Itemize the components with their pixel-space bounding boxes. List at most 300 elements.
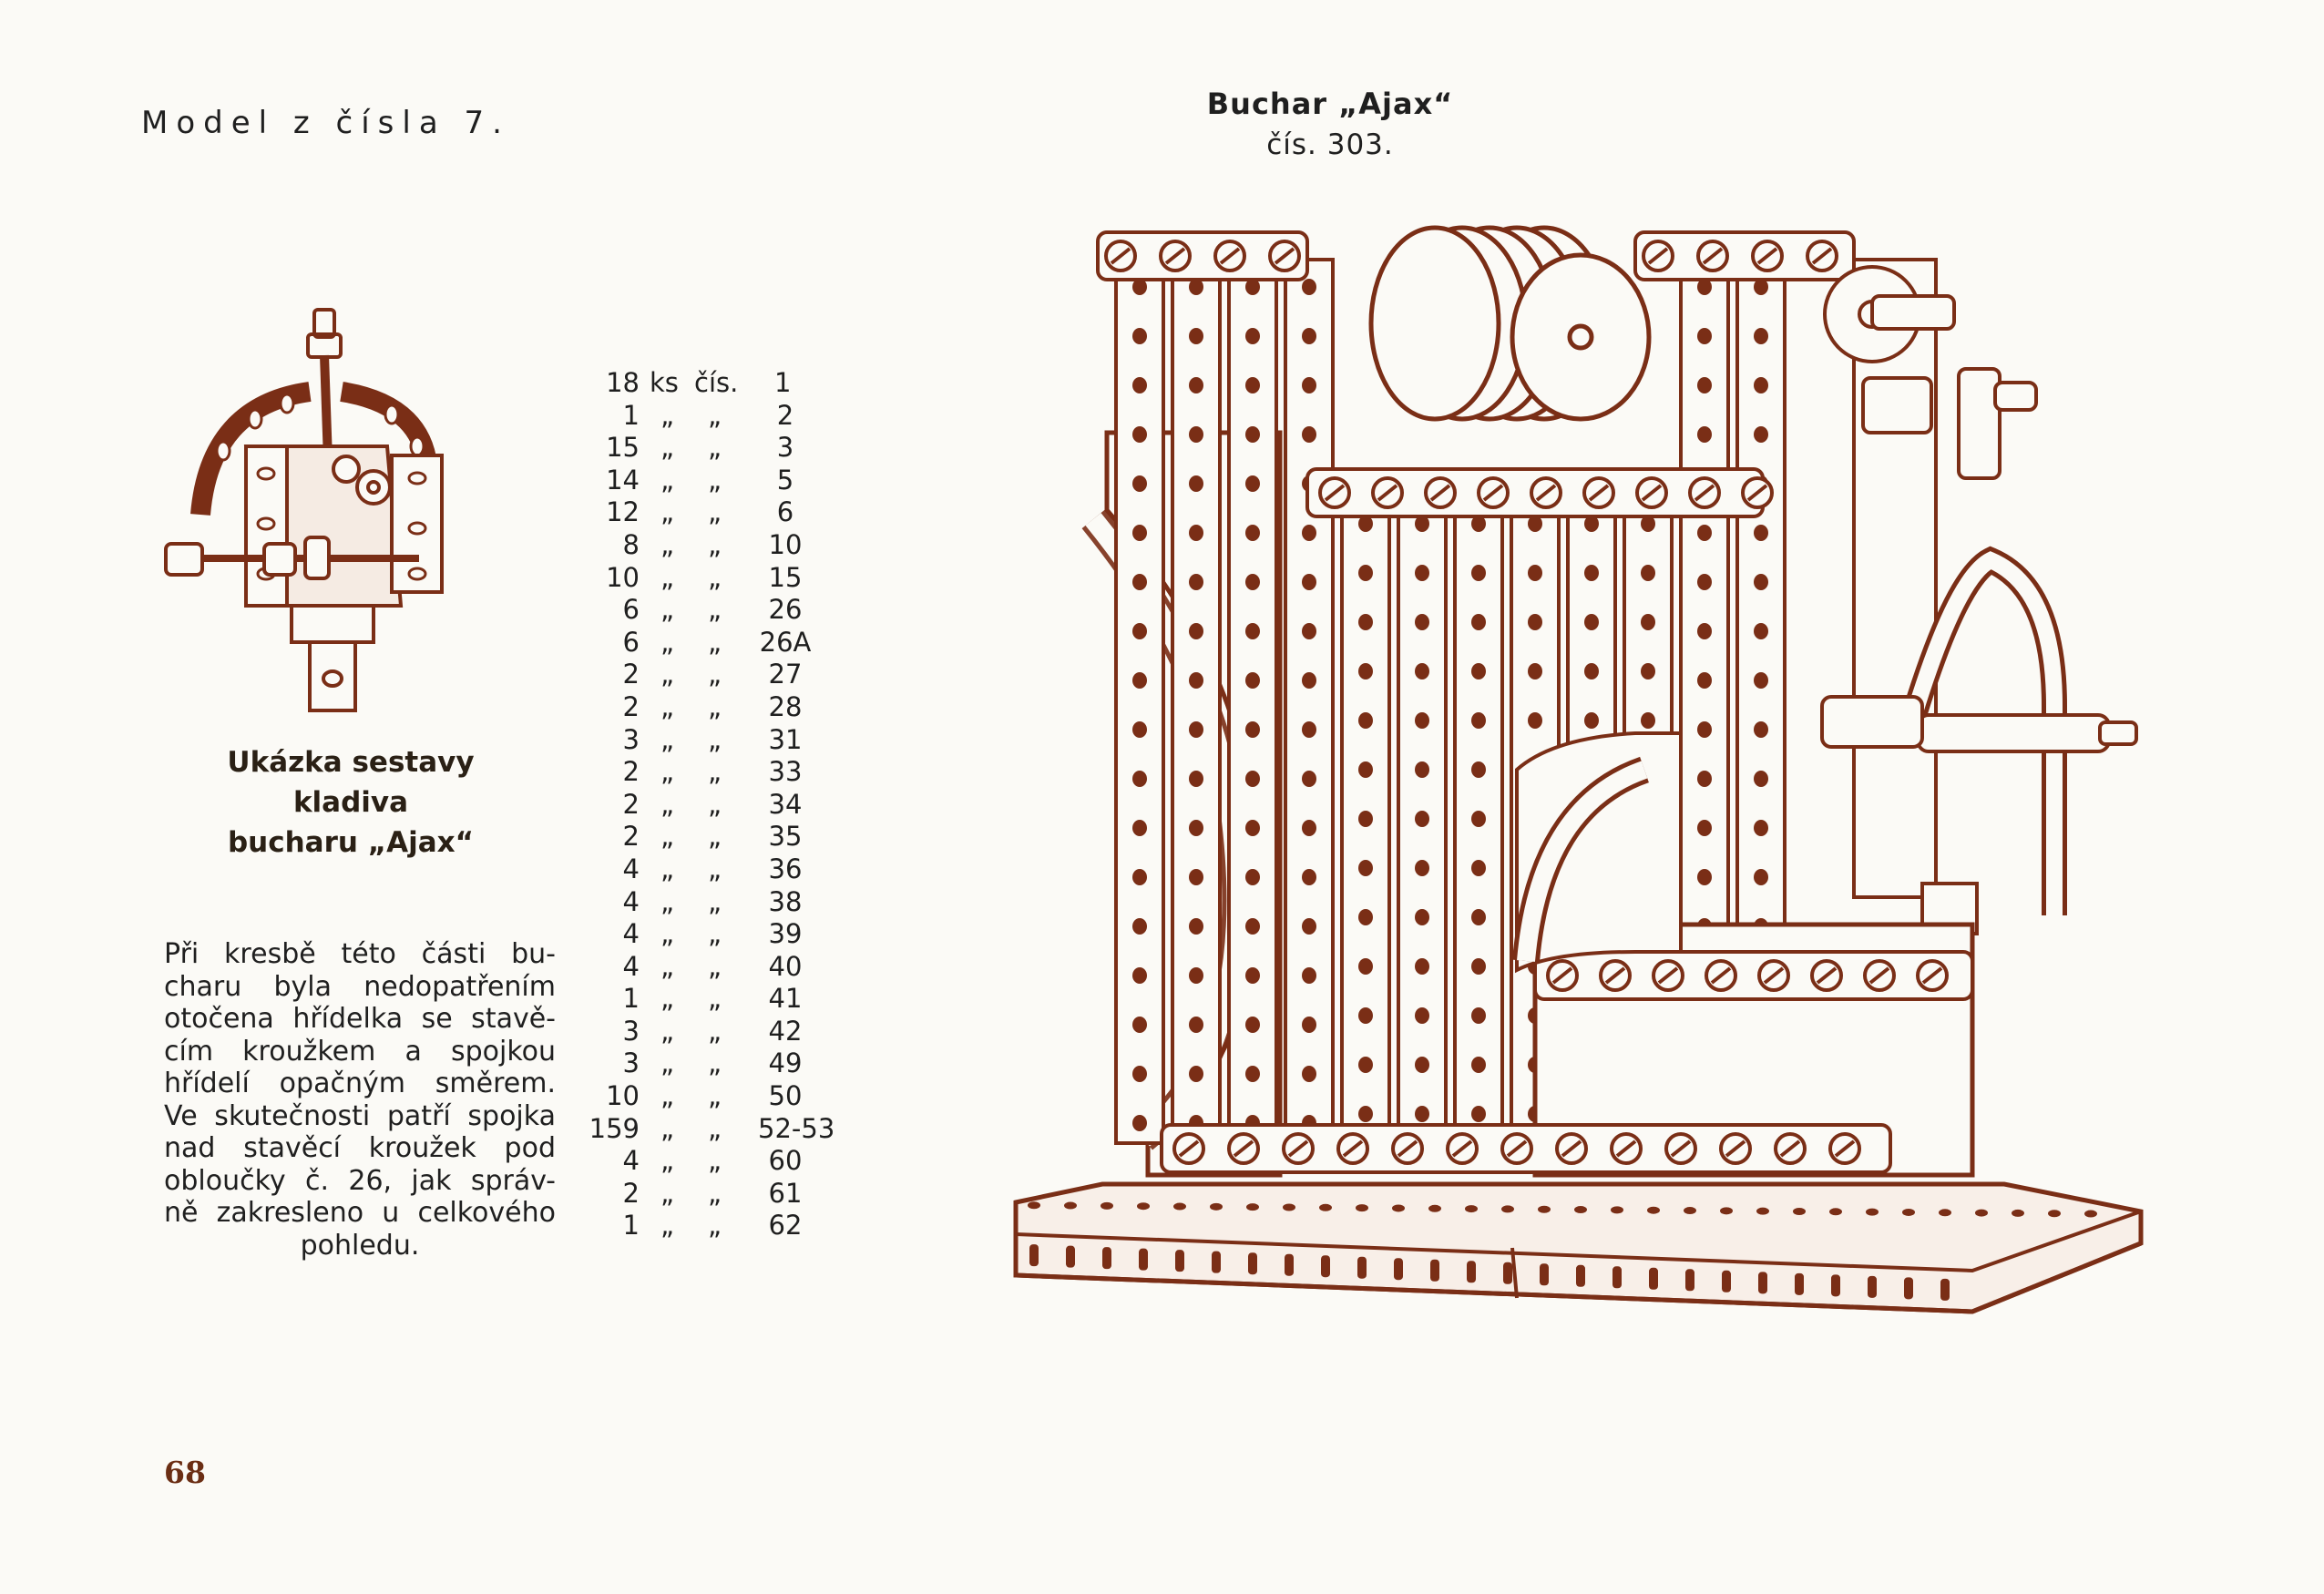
parts-ditto: „ (708, 950, 722, 982)
hole (1358, 860, 1373, 876)
base-slot (1612, 1266, 1622, 1288)
hole (1132, 328, 1147, 344)
hole (1132, 721, 1147, 738)
hole (1471, 1106, 1486, 1122)
hole (1245, 1066, 1260, 1082)
hole (1132, 377, 1147, 393)
parts-ditto: „ (660, 788, 675, 820)
caption-line: Ukázka sestavy kladiva (227, 746, 475, 819)
hole (1132, 918, 1147, 935)
parts-list-row (583, 594, 856, 627)
hole (1132, 967, 1147, 984)
base-hole (1137, 1202, 1150, 1210)
parts-ditto: „ (708, 659, 722, 690)
hole (1245, 426, 1260, 443)
parts-label: čís. (694, 367, 739, 398)
base-hole (1538, 1206, 1551, 1213)
hole (1358, 958, 1373, 975)
hole (1754, 721, 1768, 738)
parts-ditto: „ (660, 1047, 675, 1079)
parts-list-row (583, 918, 856, 951)
parts-ditto: „ (660, 626, 675, 658)
parts-ditto: „ (708, 821, 722, 853)
hole (1528, 614, 1542, 630)
hole (1754, 771, 1768, 787)
hole (1302, 918, 1316, 935)
parts-ditto: „ (660, 1080, 675, 1112)
hole (1641, 614, 1655, 630)
hammer-assembly-drawing (155, 305, 519, 715)
base-hole (1283, 1203, 1295, 1211)
caption-line: bucharu „Ajax“ (227, 826, 475, 859)
note-line: ně zakresleno u celkového (164, 1197, 556, 1229)
hole (1189, 721, 1203, 738)
hole (1415, 909, 1429, 925)
base-hole (1319, 1204, 1332, 1211)
base-slot (1175, 1250, 1184, 1272)
hole (1358, 565, 1373, 581)
parts-ditto: „ (660, 885, 675, 917)
hole (1302, 525, 1316, 541)
base-slot (1139, 1249, 1148, 1271)
parts-number: 27 (768, 659, 803, 690)
parts-ditto: „ (708, 1145, 722, 1177)
hole (1245, 967, 1260, 984)
parts-qty: 6 (622, 626, 640, 658)
parts-ditto: „ (708, 626, 722, 658)
hole (1754, 672, 1768, 689)
parts-ditto: „ (708, 496, 722, 528)
base-hole (1684, 1207, 1696, 1214)
hole (1358, 761, 1373, 778)
parts-ditto: „ (660, 464, 675, 496)
hole (1302, 771, 1316, 787)
hole (1245, 574, 1260, 590)
note-line: Při kresbě této části bu- (164, 938, 556, 970)
hole (1245, 672, 1260, 689)
hole (1415, 811, 1429, 827)
base-hole (2048, 1210, 2061, 1217)
parts-list-row (583, 1178, 856, 1211)
base-slot (1795, 1273, 1804, 1295)
hole (1415, 614, 1429, 630)
parts-number: 50 (768, 1080, 803, 1112)
parts-ditto: „ (708, 594, 722, 626)
parts-list-row (583, 789, 856, 822)
hole (1358, 811, 1373, 827)
parts-ditto: „ (708, 723, 722, 755)
hole (1302, 869, 1316, 885)
parts-qty: 3 (622, 723, 640, 755)
parts-list-row (583, 562, 856, 595)
parts-ditto: „ (660, 561, 675, 593)
note-line: cím kroužkem a spojkou (164, 1035, 556, 1068)
base-slot (1285, 1254, 1294, 1276)
parts-list-row (583, 983, 856, 1016)
hole (1471, 1007, 1486, 1024)
hole (1189, 1017, 1203, 1033)
parts-qty: 10 (606, 561, 640, 593)
parts-ditto: „ (708, 756, 722, 788)
base-hole (1465, 1205, 1478, 1212)
parts-number: 2 (776, 399, 794, 431)
parts-ditto: „ (660, 1015, 675, 1047)
note-line: otočena hřídelka se stavě- (164, 1003, 556, 1035)
hole (1697, 328, 1712, 344)
hole (1132, 771, 1147, 787)
hole (1189, 574, 1203, 590)
hole (1754, 525, 1768, 541)
parts-ditto: „ (660, 399, 675, 431)
parts-list-row (583, 529, 856, 562)
parts-ditto: „ (708, 1015, 722, 1047)
parts-qty: 2 (622, 690, 640, 722)
hole (1754, 574, 1768, 590)
hole (1358, 712, 1373, 729)
hole (1189, 918, 1203, 935)
drawing-note (164, 938, 556, 1262)
base-slot (1066, 1246, 1075, 1268)
hole (1471, 860, 1486, 876)
parts-ditto: „ (708, 1177, 722, 1209)
base-hole (1246, 1203, 1259, 1211)
parts-ditto: „ (708, 788, 722, 820)
hole (1132, 574, 1147, 590)
base-hole (1101, 1202, 1113, 1210)
parts-number: 62 (768, 1210, 803, 1241)
parts-ditto: „ (660, 690, 675, 722)
hole (1189, 377, 1203, 393)
note-line: Ve skutečnosti patří spojka (164, 1099, 556, 1132)
hole (1189, 1066, 1203, 1082)
hole (1358, 1057, 1373, 1073)
model-label: Model z čísla 7. (141, 105, 510, 141)
hole (1302, 721, 1316, 738)
hole (1132, 672, 1147, 689)
parts-list-row (583, 853, 856, 886)
parts-qty: 2 (622, 756, 640, 788)
parts-qty: 1 (622, 399, 640, 431)
base-slot (1685, 1269, 1694, 1291)
parts-list-row (583, 1145, 856, 1178)
hole (1302, 279, 1316, 295)
hole (1415, 663, 1429, 679)
hole (1584, 663, 1599, 679)
hole (1302, 967, 1316, 984)
parts-ditto: „ (660, 983, 675, 1015)
base-hole (1866, 1209, 1879, 1216)
hole (1697, 771, 1712, 787)
hole (1245, 721, 1260, 738)
hole (1245, 820, 1260, 836)
base-hole (1647, 1207, 1660, 1214)
base-slot (1357, 1257, 1367, 1279)
parts-ditto: „ (708, 432, 722, 464)
base-slot (1649, 1268, 1658, 1290)
hole (1132, 426, 1147, 443)
hole (1189, 967, 1203, 984)
base-slot (1430, 1260, 1439, 1282)
hole (1358, 663, 1373, 679)
hole (1189, 771, 1203, 787)
parts-ditto: „ (708, 983, 722, 1015)
base-slot (1467, 1261, 1476, 1282)
parts-list-row (583, 821, 856, 853)
base-hole (1210, 1203, 1223, 1211)
parts-list-row (583, 1080, 856, 1113)
hole (1697, 820, 1712, 836)
base-hole (1975, 1210, 1988, 1217)
parts-list-row (583, 1210, 856, 1242)
parts-number: 61 (768, 1177, 803, 1209)
parts-ditto: „ (708, 853, 722, 884)
parts-qty: 15 (606, 432, 640, 464)
hole (1245, 525, 1260, 541)
hole (1471, 614, 1486, 630)
hole (1415, 860, 1429, 876)
parts-number: 39 (768, 918, 803, 950)
parts-ditto: „ (660, 918, 675, 950)
hole (1584, 712, 1599, 729)
hole (1302, 377, 1316, 393)
parts-ditto: „ (708, 690, 722, 722)
parts-qty: 8 (622, 528, 640, 560)
base-hole (1173, 1203, 1186, 1211)
hole (1415, 712, 1429, 729)
title-block (1057, 87, 1603, 161)
base-hole (1428, 1205, 1441, 1212)
base-slot (1904, 1277, 1913, 1299)
hole (1358, 1007, 1373, 1024)
parts-ditto: „ (660, 821, 675, 853)
hole (1697, 525, 1712, 541)
hole (1471, 565, 1486, 581)
hole (1189, 426, 1203, 443)
parts-qty: 6 (622, 594, 640, 626)
hole (1245, 328, 1260, 344)
parts-qty: 10 (606, 1080, 640, 1112)
hole (1415, 1106, 1429, 1122)
hole (1697, 574, 1712, 590)
parts-qty: 2 (622, 1177, 640, 1209)
base-hole (1574, 1206, 1587, 1213)
hole (1754, 869, 1768, 885)
base-slot (1321, 1255, 1330, 1277)
base-hole (1720, 1207, 1733, 1214)
parts-list-row (583, 659, 856, 691)
parts-number: 60 (768, 1145, 803, 1177)
hole (1697, 426, 1712, 443)
parts-list-row (583, 432, 856, 465)
parts-ditto: „ (660, 594, 675, 626)
parts-number: 36 (768, 853, 803, 884)
hole (1754, 426, 1768, 443)
parts-qty: 159 (589, 1112, 640, 1144)
parts-list-row (583, 496, 856, 529)
parts-list-row (583, 627, 856, 659)
base-hole (1793, 1208, 1806, 1215)
parts-list-row (583, 1113, 856, 1146)
base-slot (1758, 1272, 1767, 1293)
hole (1132, 1066, 1147, 1082)
hole (1245, 377, 1260, 393)
parts-qty: 2 (622, 788, 640, 820)
hole (1189, 525, 1203, 541)
parts-list-row (583, 724, 856, 757)
hole (1132, 623, 1147, 639)
hole (1132, 820, 1147, 836)
hole (1302, 623, 1316, 639)
parts-ditto: „ (660, 496, 675, 528)
parts-qty: 12 (606, 496, 640, 528)
parts-ditto: „ (660, 1145, 675, 1177)
parts-ditto: „ (708, 1080, 722, 1112)
parts-number: 31 (768, 723, 803, 755)
note-line: pohledu. (300, 1229, 420, 1262)
parts-number: 33 (768, 756, 803, 788)
parts-ditto: „ (708, 399, 722, 431)
hole (1302, 1017, 1316, 1033)
hole (1302, 672, 1316, 689)
base-hole (1829, 1208, 1842, 1215)
parts-qty: 1 (622, 1210, 640, 1241)
parts-ditto: „ (708, 1112, 722, 1144)
parts-qty: 2 (622, 659, 640, 690)
parts-number: 3 (776, 432, 794, 464)
parts-list-row (583, 691, 856, 724)
hole (1245, 623, 1260, 639)
parts-number: 28 (768, 690, 803, 722)
base-hole (2084, 1211, 2097, 1218)
steam-hammer-model-drawing (1007, 223, 2155, 1398)
parts-ditto: „ (708, 561, 722, 593)
base-slot (1212, 1252, 1221, 1273)
parts-ditto: „ (660, 723, 675, 755)
parts-number: 10 (768, 528, 803, 560)
parts-number: 41 (768, 983, 803, 1015)
parts-list-row (583, 1047, 856, 1080)
parts-qty: 4 (622, 885, 640, 917)
base-hole (1756, 1208, 1769, 1215)
hole (1415, 1057, 1429, 1073)
hole (1302, 426, 1316, 443)
base-slot (1029, 1244, 1039, 1266)
parts-list-row (583, 400, 856, 433)
parts-ditto: „ (708, 464, 722, 496)
hole (1697, 623, 1712, 639)
parts-number: 42 (768, 1015, 803, 1047)
parts-qty: 1 (622, 983, 640, 1015)
hole (1471, 1057, 1486, 1073)
hole (1754, 623, 1768, 639)
parts-qty: 2 (622, 821, 640, 853)
hole (1245, 475, 1260, 492)
hole (1754, 377, 1768, 393)
parts-qty: 4 (622, 853, 640, 884)
model-number: čís. 303. (1266, 128, 1394, 161)
parts-ditto: „ (660, 853, 675, 884)
base-hole (1064, 1202, 1077, 1210)
parts-number: 1 (774, 367, 792, 398)
hole (1528, 663, 1542, 679)
base-slot (1940, 1279, 1950, 1301)
parts-unit: ks (650, 367, 679, 398)
hole (1471, 909, 1486, 925)
base-hole (1939, 1209, 1951, 1216)
hole (1697, 377, 1712, 393)
hole (1302, 1066, 1316, 1082)
hole (1754, 328, 1768, 344)
base-slot (1394, 1258, 1403, 1280)
parts-qty: 4 (622, 918, 640, 950)
hole (1189, 328, 1203, 344)
parts-ditto: „ (660, 1210, 675, 1241)
parts-number: 35 (768, 821, 803, 853)
parts-ditto: „ (660, 432, 675, 464)
base-hole (1611, 1206, 1623, 1213)
hole (1358, 614, 1373, 630)
parts-ditto: „ (708, 918, 722, 950)
parts-qty: 18 (606, 367, 640, 398)
base-slot (1868, 1276, 1877, 1298)
parts-list-header (583, 367, 856, 400)
hole (1132, 525, 1147, 541)
hole (1641, 712, 1655, 729)
parts-list-row (583, 465, 856, 497)
parts-number: 34 (768, 788, 803, 820)
hole (1415, 761, 1429, 778)
hole (1189, 869, 1203, 885)
base-hole (1392, 1204, 1405, 1211)
hole (1189, 672, 1203, 689)
hole (1471, 811, 1486, 827)
hole (1302, 574, 1316, 590)
base-slot (1540, 1263, 1549, 1285)
hole (1245, 771, 1260, 787)
hole (1132, 869, 1147, 885)
parts-number: 52-53 (758, 1112, 835, 1144)
base-slot (1576, 1265, 1585, 1287)
base-hole (1501, 1205, 1514, 1212)
parts-number: 40 (768, 950, 803, 982)
parts-number: 6 (776, 496, 794, 528)
base-slot (1248, 1252, 1257, 1274)
parts-qty: 14 (606, 464, 640, 496)
hole (1415, 565, 1429, 581)
parts-number: 26 (768, 594, 803, 626)
note-line: nad stavěcí kroužek pod (164, 1132, 556, 1164)
hole (1528, 712, 1542, 729)
hole (1358, 1106, 1373, 1122)
base-slot (1503, 1262, 1512, 1284)
hole (1754, 820, 1768, 836)
parts-ditto: „ (660, 756, 675, 788)
parts-number: 49 (768, 1047, 803, 1079)
hole (1189, 475, 1203, 492)
hole (1358, 909, 1373, 925)
hole (1132, 475, 1147, 492)
hole (1189, 820, 1203, 836)
parts-number: 5 (776, 464, 794, 496)
figure-caption (169, 742, 533, 863)
hole (1697, 869, 1712, 885)
parts-qty: 3 (622, 1015, 640, 1047)
parts-list-row (583, 756, 856, 789)
note-line: charu byla nedopatřením (164, 970, 556, 1003)
parts-ditto: „ (708, 1047, 722, 1079)
hole (1189, 623, 1203, 639)
base-slot (1831, 1274, 1840, 1296)
